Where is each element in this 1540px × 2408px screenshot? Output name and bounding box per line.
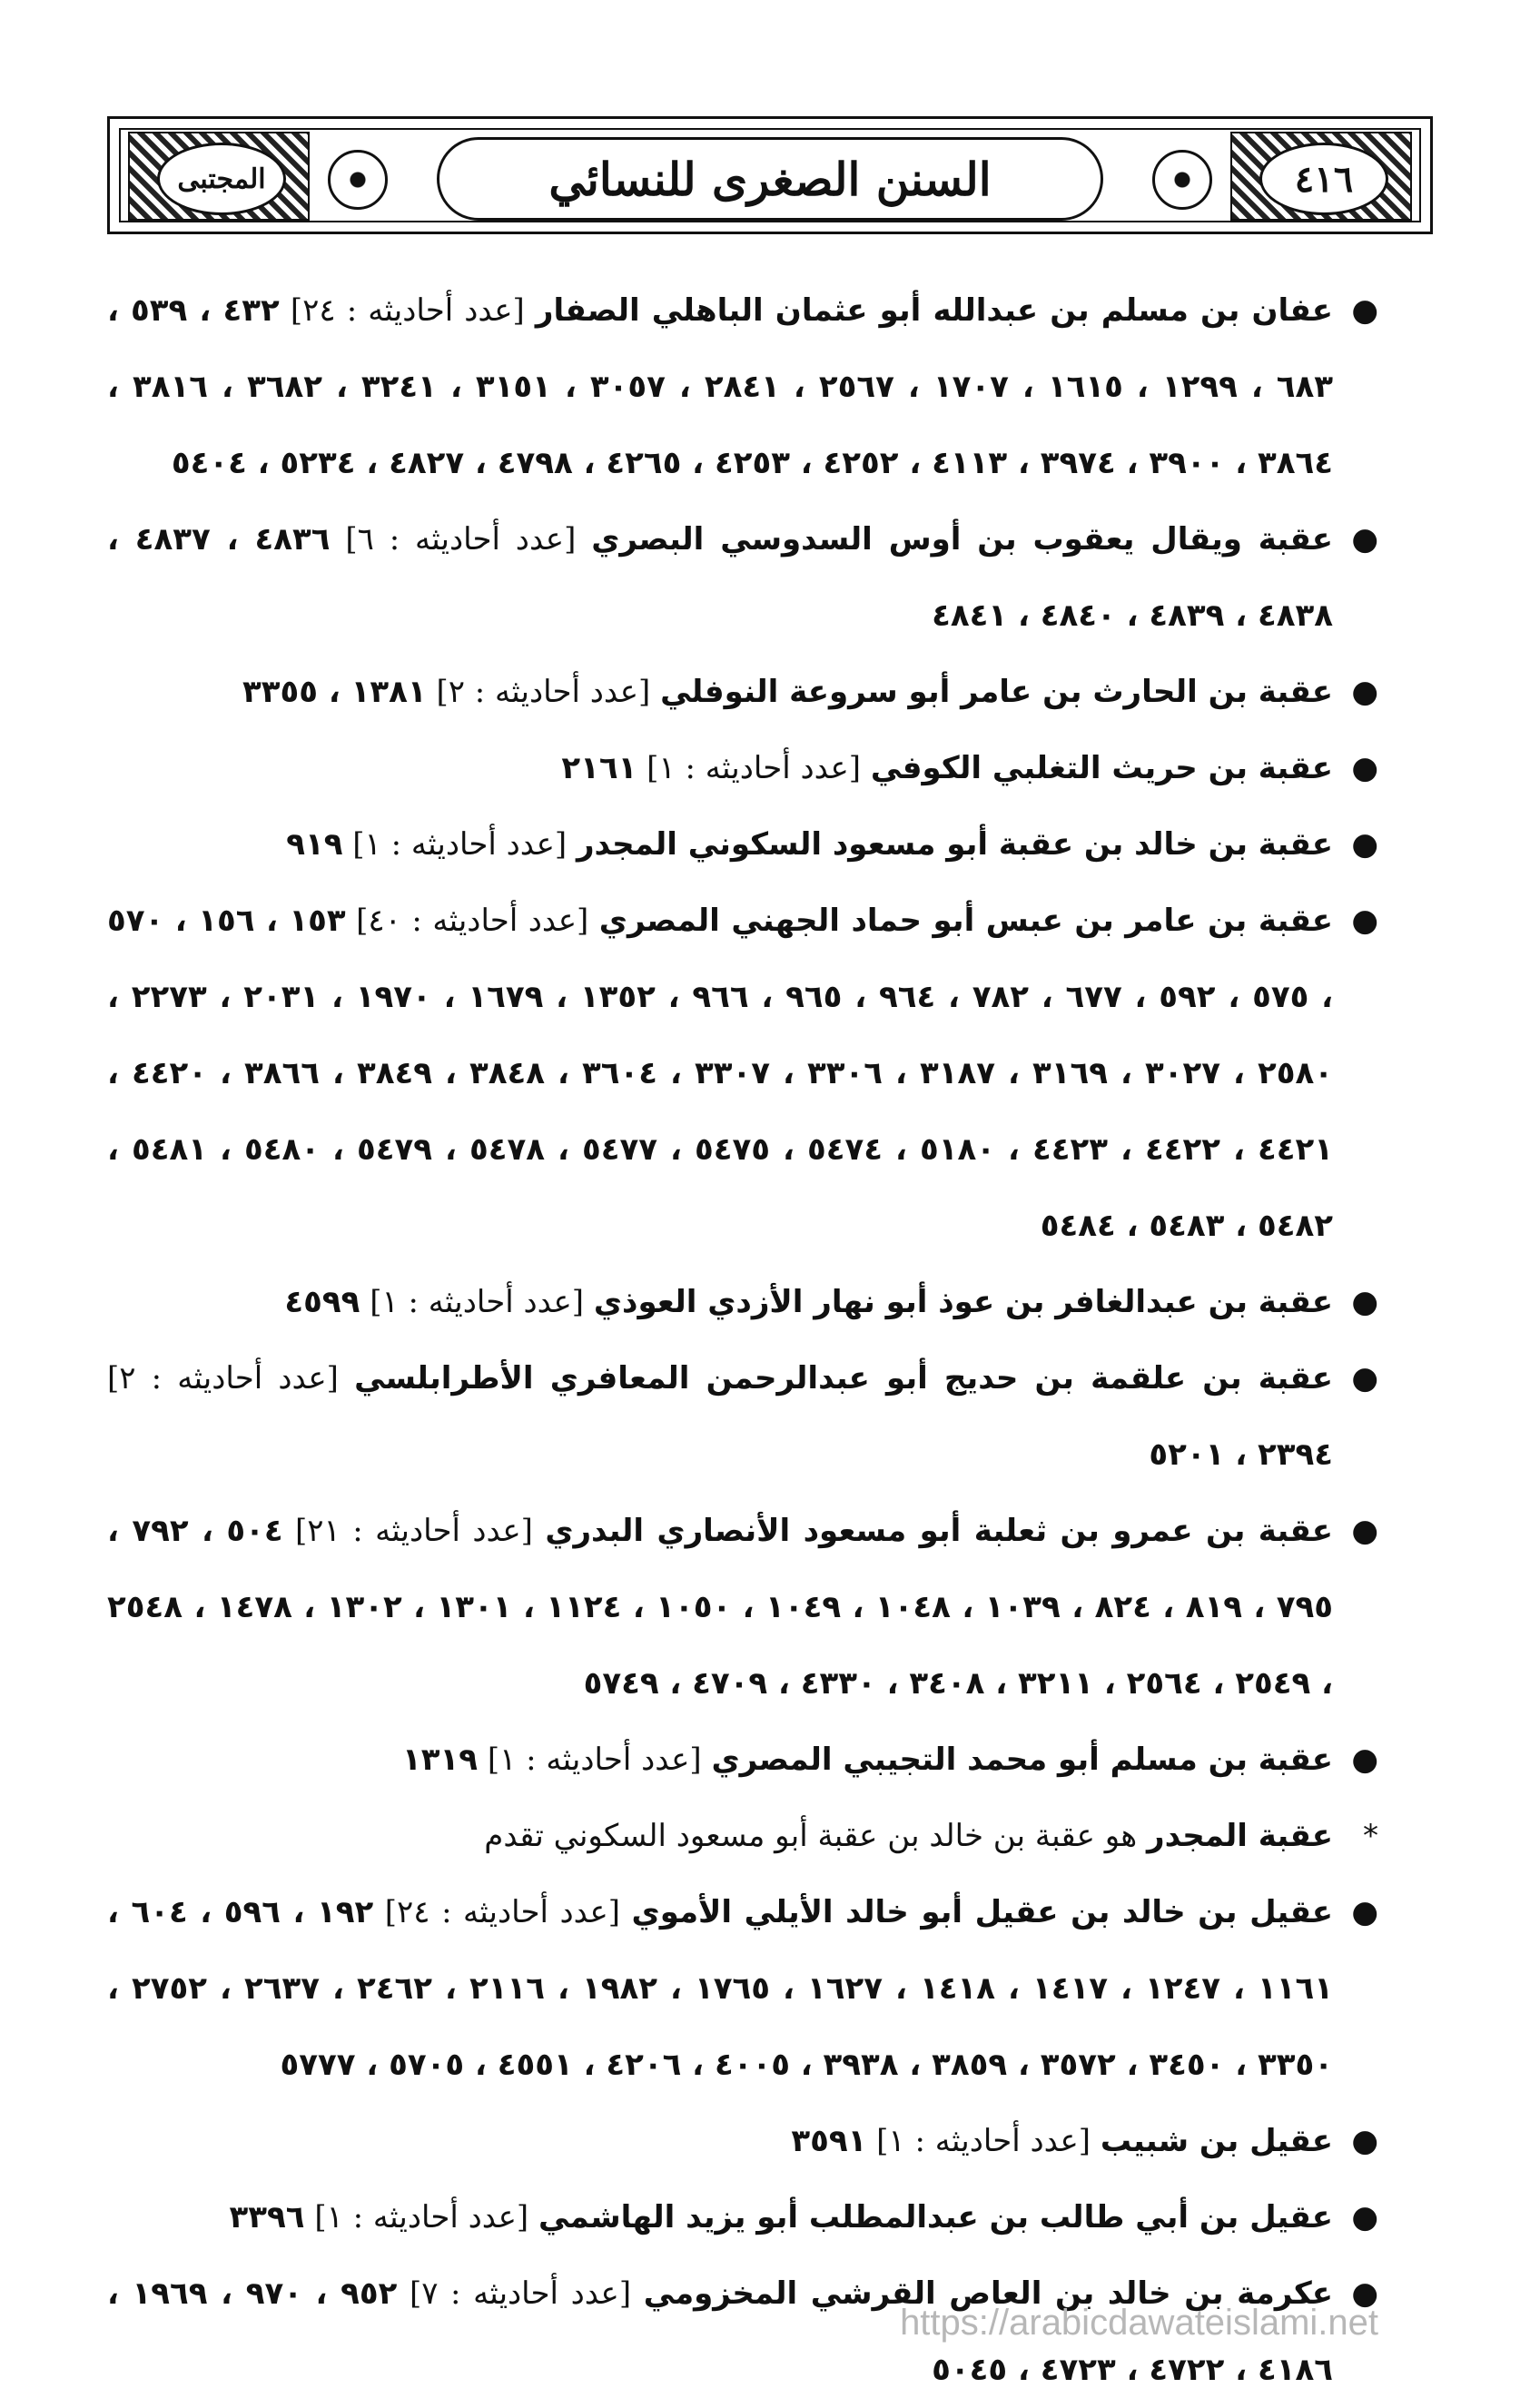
narrator-name: عقيل بن خالد بن عقيل أبو خالد الأيلي الأموي [631, 1894, 1334, 1930]
book-title: السنن الصغرى للنسائي [437, 137, 1103, 221]
hadith-count: [عدد أحاديثه : ١] [647, 750, 862, 786]
bullet-icon: ● [1351, 521, 1378, 558]
narrator-name: عقبة بن خالد بن عقبة أبو مسعود السكوني المجدر [576, 826, 1333, 863]
hadith-numbers: ٢٣٩٤ ، ٥٢٠١ [1149, 1436, 1333, 1473]
bullet-icon: ● [1351, 2123, 1378, 2159]
list-item [107, 272, 1378, 501]
hadith-numbers: ٩١٩ [286, 826, 343, 863]
page-header [107, 116, 1433, 234]
hadith-count: [عدد أحاديثه : ٢] [436, 674, 651, 710]
list-item [107, 883, 1378, 1264]
narrator-name: عكرمة بن خالد بن العاص القرشي المخزومي [643, 2275, 1333, 2312]
knot-ornament-icon [1152, 150, 1212, 210]
hadith-count: [عدد أحاديثه : ١] [876, 2123, 1091, 2159]
hadith-numbers: ٣٣٩٦ [229, 2199, 305, 2235]
narrator-name: عقبة ويقال يعقوب بن أوس السدوسي البصري [591, 521, 1334, 558]
hadith-count: [عدد أحاديثه : ٢٤] [290, 292, 525, 329]
knot-ornament-icon [328, 150, 388, 210]
hadith-numbers: ١٣٨١ ، ٣٣٥٥ [242, 674, 427, 710]
hadith-count: [عدد أحاديثه : ٤٠] [356, 903, 589, 939]
list-item [107, 2103, 1378, 2179]
hadith-numbers: ٤٨٣٦ ، ٤٨٣٧ ، ٤٨٣٨ ، ٤٨٣٩ ، ٤٨٤٠ ، ٤٨٤١ [107, 521, 1333, 634]
narrator-name: عقبة بن عامر بن عبس أبو حماد الجهني المصري [598, 903, 1334, 939]
subtitle-ornament [128, 132, 310, 221]
hadith-count: [عدد أحاديثه : ٧] [409, 2275, 632, 2312]
hadith-numbers: ٢١٦١ [561, 750, 637, 786]
list-item [107, 1874, 1378, 2103]
hadith-numbers: ٤٣٢ ، ٥٣٩ ، ٦٨٣ ، ١٢٩٩ ، ١٦١٥ ، ١٧٠٧ ، ٢٥٦٧ ، ٢٨٤١ ، ٣٠٥٧ ، ٣١٥١ ، ٣٢٤١ ، ٣٦٨٢ ، ٣٨١٦ ، ٣٨٦٤ ، ٣٩٠٠ ، ٣٩٧٤ ، ٤١١٣ ، ٤٢٥٢ ، ٤٢٥٣ ، ٤٢٦٥ ، ٤٧٩٨ ، ٤٨٢٧ ، ٥٢٣٤ ، ٥٤٠٤ [107, 292, 1334, 481]
bullet-icon: ● [1351, 1284, 1378, 1320]
bullet-icon: ● [1351, 2199, 1378, 2235]
bullet-icon: ● [1351, 292, 1378, 329]
hadith-numbers: ٤٥٩٩ [284, 1284, 360, 1320]
bullet-icon: ● [1351, 903, 1378, 939]
hadith-numbers: ٥٠٤ ، ٧٩٢ ، ٧٩٥ ، ٨١٩ ، ٨٢٤ ، ١٠٣٩ ، ١٠٤٨ ، ١٠٤٩ ، ١٠٥٠ ، ١١٢٤ ، ١٣٠١ ، ١٣٠٢ ، ١٤٧٨ ، ٢٥٤٨ ، ٢٥٤٩ ، ٢٥٦٤ ، ٣٢١١ ، ٣٤٠٨ ، ٤٣٣٠ ، ٤٧٠٩ ، ٥٧٤٩ [107, 1513, 1334, 1702]
list-item [107, 501, 1378, 654]
bullet-icon: ● [1351, 750, 1378, 786]
hadith-numbers: ١٥٣ ، ١٥٦ ، ٥٧٠ ، ٥٧٥ ، ٥٩٢ ، ٦٧٧ ، ٧٨٢ ، ٩٦٤ ، ٩٦٥ ، ٩٦٦ ، ١٣٥٢ ، ١٦٧٩ ، ١٩٧٠ ، ٢٠٣١ ، ٢٢٧٣ ، ٢٥٨٠ ، ٣٠٢٧ ، ٣١٦٩ ، ٣١٨٧ ، ٣٣٠٦ ، ٣٣٠٧ ، ٣٦٠٤ ، ٣٨٤٨ ، ٣٨٤٩ ، ٣٨٦٦ ، ٤٤٢٠ ، ٤٤٢١ ، ٤٤٢٢ ، ٤٤٢٣ ، ٥١٨٠ ، ٥٤٧٤ ، ٥٤٧٥ ، ٥٤٧٧ ، ٥٤٧٨ ، ٥٤٧٩ ، ٥٤٨٠ ، ٥٤٨١ ، ٥٤٨٢ ، ٥٤٨٣ ، ٥٤٨٤ [107, 903, 1334, 1244]
asterisk-icon: * [1363, 1818, 1378, 1854]
cross-reference-item [107, 1798, 1378, 1874]
narrator-name: عقبة المجدر [1147, 1818, 1333, 1854]
list-item [107, 806, 1378, 883]
list-item [107, 1340, 1378, 1493]
hadith-numbers: ١٣١٩ [402, 1742, 479, 1778]
hadith-count: [عدد أحاديثه : ٦] [345, 521, 577, 558]
narrator-name: عقبة بن علقمة بن حديج أبو عبدالرحمن المعافري الأطرابلسي [354, 1360, 1333, 1396]
bullet-icon: ● [1351, 1742, 1378, 1778]
narrator-name: عقبة بن مسلم أبو محمد التجيبي المصري [711, 1742, 1333, 1778]
watermark-link[interactable]: https://arabicdawateislami.net [900, 2303, 1378, 2343]
list-item [107, 1264, 1378, 1340]
narrator-name: عقبة بن عمرو بن ثعلبة أبو مسعود الأنصاري البدري [545, 1513, 1333, 1549]
hadith-numbers: ١٩٢ ، ٥٩٦ ، ٦٠٤ ، ١١٦١ ، ١٢٤٧ ، ١٤١٧ ، ١٤١٨ ، ١٦٢٧ ، ١٧٦٥ ، ١٩٨٢ ، ٢١١٦ ، ٢٤٦٢ ، ٢٦٣٧ ، ٢٧٥٢ ، ٣٣٥٠ ، ٣٤٥٠ ، ٣٥٧٢ ، ٣٨٥٩ ، ٣٩٣٨ ، ٤٠٠٥ ، ٤٢٠٦ ، ٤٥٥١ ، ٥٧٠٥ ، ٥٧٧٧ [107, 1894, 1333, 2083]
narrator-name: عقبة بن عبدالغافر بن عوذ أبو نهار الأزدي العوذي [593, 1284, 1333, 1320]
bullet-icon: ● [1351, 1360, 1378, 1396]
hadith-count: [عدد أحاديثه : ٢١] [295, 1513, 533, 1549]
bullet-icon: ● [1351, 674, 1378, 710]
page-number: ٤١٦ [1259, 143, 1388, 215]
hadith-count: [عدد أحاديثه : ١] [487, 1742, 702, 1778]
list-item [107, 654, 1378, 730]
narrator-name: عقيل بن شبيب [1100, 2123, 1333, 2159]
list-item [107, 2179, 1378, 2255]
hadith-numbers: ٣٥٩١ [791, 2123, 867, 2159]
narrator-name: عفان بن مسلم بن عبدالله أبو عثمان الباهلي الصفار [535, 292, 1333, 329]
hadith-count: [عدد أحاديثه : ١] [352, 826, 568, 863]
bullet-icon: ● [1351, 2275, 1378, 2312]
narrator-name: عقبة بن الحارث بن عامر أبو سروعة النوفلي [660, 674, 1333, 710]
list-item [107, 1493, 1378, 1722]
list-item [107, 1722, 1378, 1798]
bullet-icon: ● [1351, 826, 1378, 863]
hadith-numbers: ٩٥٢ ، ٩٧٠ ، ١٩٦٩ ، ٤١٨٦ ، ٤٧٢٢ ، ٤٧٢٣ ، ٥٠٤٥ [107, 2275, 1333, 2388]
bullet-icon: ● [1351, 1513, 1378, 1549]
list-item [107, 730, 1378, 806]
book-subtitle: المجتبى [157, 143, 286, 215]
page-number-ornament [1230, 132, 1412, 221]
narrator-index [107, 272, 1378, 2408]
hadith-count: [عدد أحاديثه : ١] [370, 1284, 585, 1320]
hadith-count: [عدد أحاديثه : ٢٤] [384, 1894, 621, 1930]
narrator-name: عقبة بن حريث التغلبي الكوفي [870, 750, 1333, 786]
bullet-icon: ● [1351, 1894, 1378, 1930]
cross-reference-note: هو عقبة بن خالد بن عقبة أبو مسعود السكوني تقدم [484, 1818, 1138, 1854]
narrator-name: عقيل بن أبي طالب بن عبدالمطلب أبو يزيد الهاشمي [538, 2199, 1333, 2235]
hadith-count: [عدد أحاديثه : ١] [314, 2199, 529, 2235]
hadith-count: [عدد أحاديثه : ٢] [107, 1360, 339, 1396]
